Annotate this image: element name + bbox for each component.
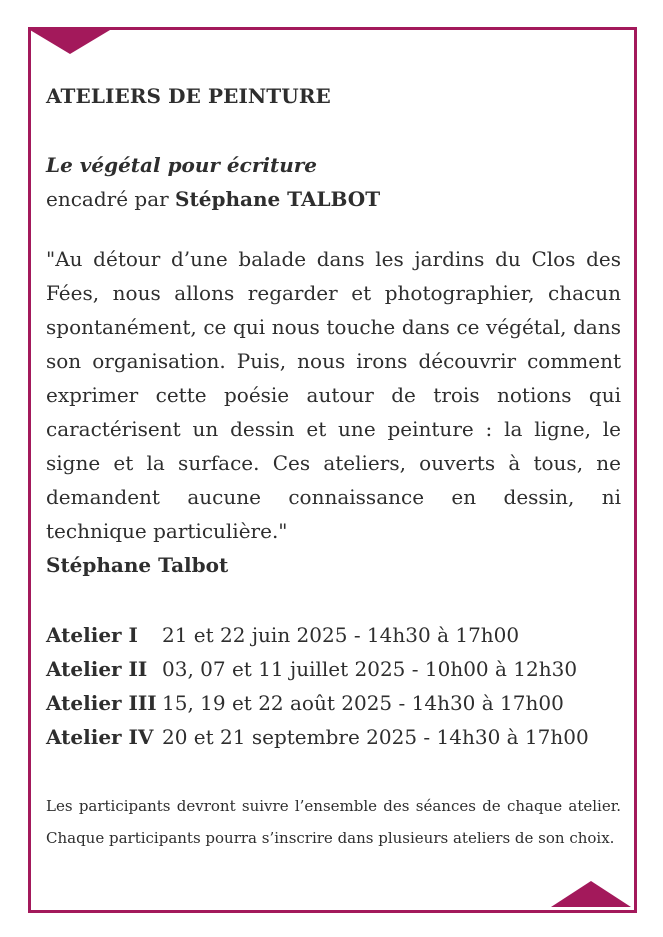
workshop-name: Atelier II bbox=[46, 657, 148, 681]
quote-text: "Au détour d’une balade dans les jardins du Clos des Fées, nous allons regarder et photographier, chacun spontanément, ce qui nous touche dans ce végétal, dans son organisation. Puis, nous irons découvrir comment exprimer cette poésie autour de trois notions qui caractérisent un dessin et une peinture : la ligne, le signe et la surface. Ces ateliers, ouverts à tous, ne demandent aucune connaissance en dessin, ni technique particulière." bbox=[46, 247, 621, 543]
workshop-dates: 21 et 22 juin 2025 - 14h30 à 17h00 bbox=[162, 623, 520, 647]
workshop-name: Atelier IV bbox=[46, 725, 154, 749]
workshop-name: Atelier III bbox=[46, 691, 157, 715]
workshop-row bbox=[46, 652, 621, 686]
workshop-title: Le végétal pour écriture bbox=[46, 153, 318, 177]
workshop-row bbox=[46, 720, 621, 754]
workshop-list bbox=[46, 618, 621, 754]
corner-decoration-bottom-right bbox=[551, 881, 631, 907]
author-line bbox=[46, 187, 380, 211]
workshop-row bbox=[46, 618, 621, 652]
card-content bbox=[46, 80, 621, 754]
workshop-name: Atelier I bbox=[46, 623, 138, 647]
participants-note: Les participants devront suivre l’ensemble des séances de chaque atelier. Chaque participants pourra s’inscrire dans plusieurs ateliers de son choix. bbox=[46, 797, 621, 847]
author-name: Stéphane TALBOT bbox=[175, 187, 381, 211]
subtitle-block bbox=[46, 148, 621, 216]
page-title: ATELIERS DE PEINTURE bbox=[46, 84, 331, 108]
author-prefix: encadré par bbox=[46, 187, 176, 211]
quote-signature: Stéphane Talbot bbox=[46, 553, 229, 577]
workshop-dates: 03, 07 et 11 juillet 2025 - 10h00 à 12h30 bbox=[162, 657, 578, 681]
workshop-dates: 20 et 21 septembre 2025 - 14h30 à 17h00 bbox=[162, 725, 589, 749]
workshop-dates: 15, 19 et 22 août 2025 - 14h30 à 17h00 bbox=[162, 691, 564, 715]
workshop-row bbox=[46, 686, 621, 720]
